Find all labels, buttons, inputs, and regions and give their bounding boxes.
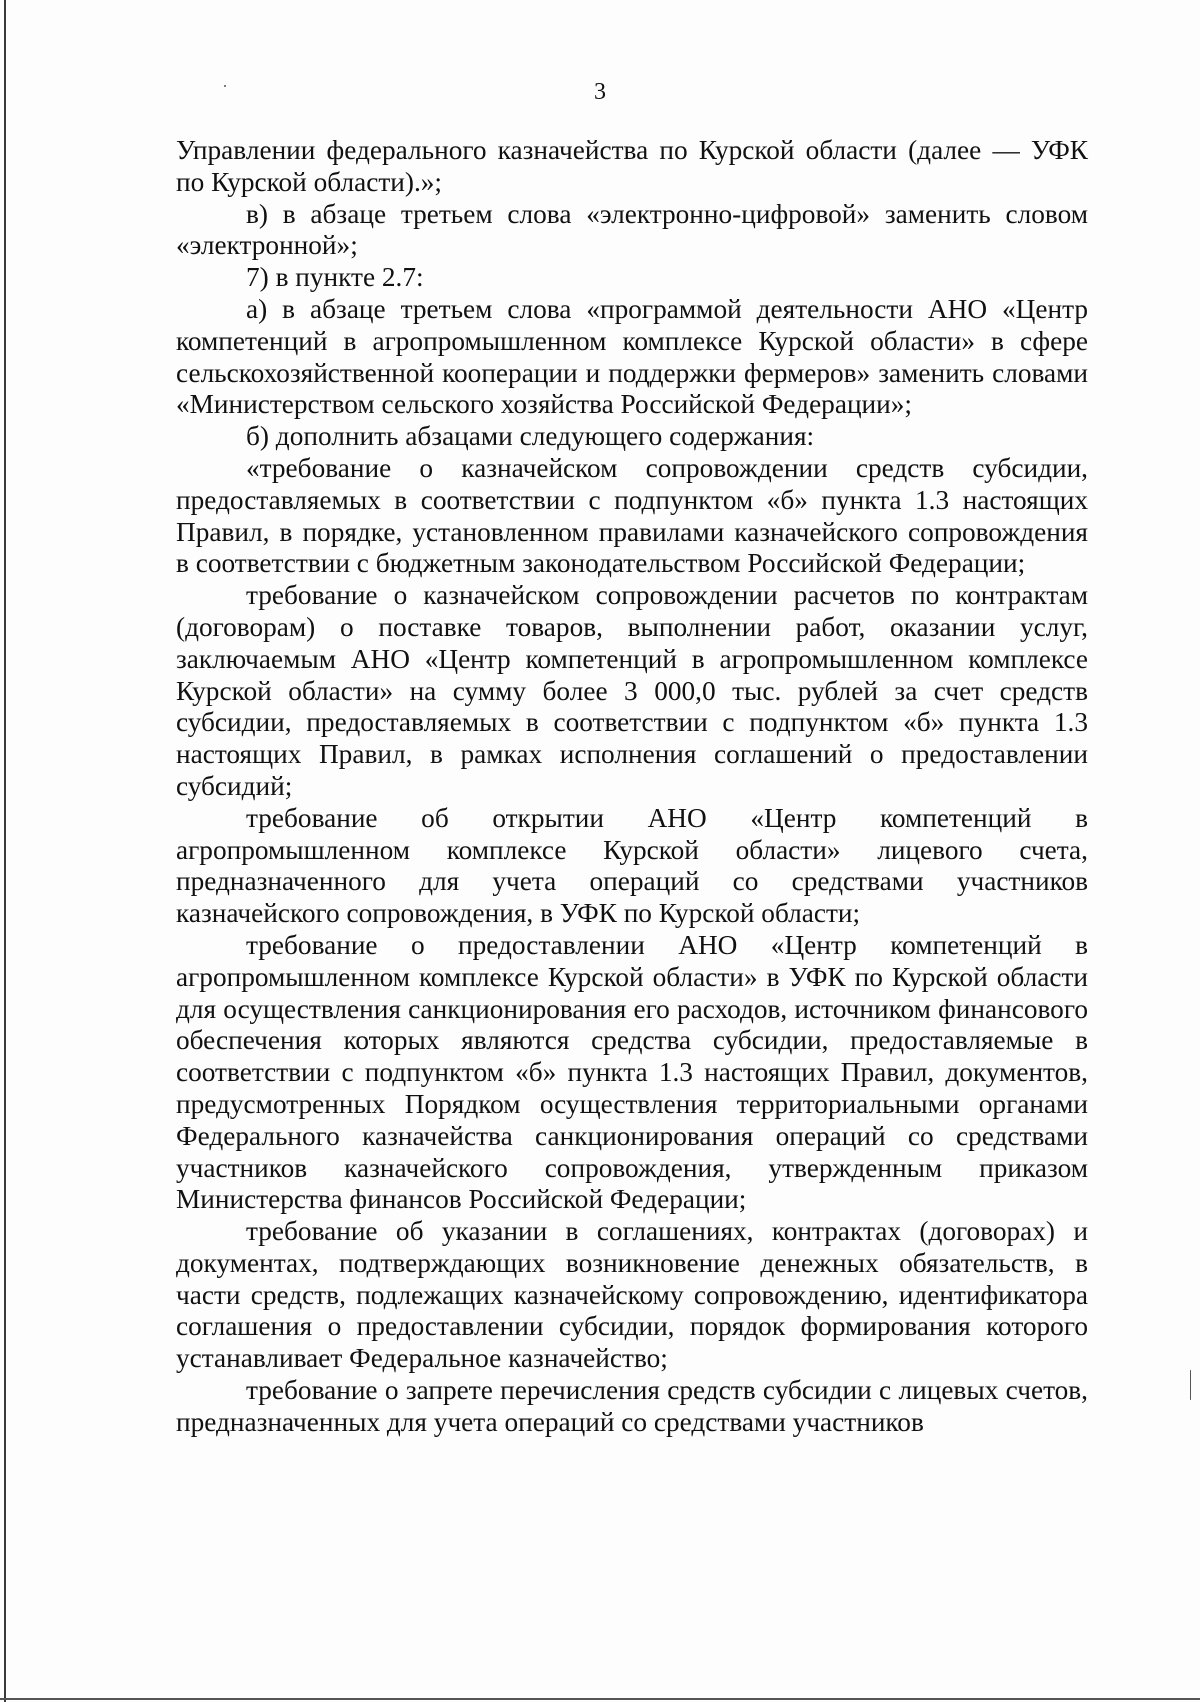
document-body: [176, 135, 1088, 1439]
page-number: 3: [594, 79, 606, 105]
paragraph: б) дополнить абзацами следующего содержания:: [246, 421, 815, 452]
scan-bottom-edge: [0, 1698, 1200, 1700]
paragraph: Управлении федерального казначейства по Курской области (далее — УФК по Курской области).»;: [176, 135, 1088, 197]
paragraph: требование об указании в соглашениях, контрактах (договорах) и документах, подтверждающих возникновение денежных обязательств, в части средств, подлежащих казначейскому сопровождению, идентификатора соглашения о предоставлении субсидии, порядок формирования которого устанавливает Федеральное казначейство;: [176, 1216, 1088, 1374]
scan-speck: [1190, 1370, 1191, 1400]
paragraph: требование об открытии АНО «Центр компетенций в агропромышленном комплексе Курской области» лицевого счета, предназначенного для учета операций со средствами участников казначейского сопровождения, в УФК по Курской области;: [176, 802, 1088, 929]
scan-left-edge: [4, 0, 6, 1702]
paragraph: в) в абзаце третьем слова «электронно-цифровой» заменить словом «электронной»;: [176, 198, 1088, 261]
paragraph: 7) в пункте 2.7:: [246, 262, 424, 293]
paragraph: требование о запрете перечисления средств субсидии с лицевых счетов, предназначенных для учета операций со средствами участников: [176, 1375, 1088, 1437]
paragraph: требование о предоставлении АНО «Центр компетенций в агропромышленном комплексе Курской области» в УФК по Курской области для осуществления санкционирования его расходов, источником финансового обеспечения которых являются средства субсидии, предоставляемые в соответствии с подпунктом «б» пункта 1.3 настоящих Правил, документов, предусмотренных Порядком осуществления территориальными органами Федерального казначейства санкционирования операций со средствами участников казначейского сопровождения, утвержденным приказом Министерства финансов Российской Федерации;: [176, 929, 1088, 1215]
paragraph: «требование о казначейском сопровождении средств субсидии, предоставляемых в соответствии с подпунктом «б» пункта 1.3 настоящих Правил, в порядке, установленном правилами казначейского сопровождения в соответствии с бюджетным законодательством Российской Федерации;: [176, 452, 1088, 579]
paragraph: требование о казначейском сопровождении расчетов по контрактам (договорам) о поставке товаров, выполнении работ, оказании услуг, заключаемым АНО «Центр компетенций в агропромышленном комплексе Курской области» на сумму более 3 000,0 тыс. рублей за счет средств субсидии, предоставляемых в соответствии с подпунктом «б» пункта 1.3 настоящих Правил, в рамках исполнения соглашений о предоставлении субсидий;: [176, 580, 1088, 801]
paragraph: а) в абзаце третьем слова «программой деятельности АНО «Центр компетенций в агропромышленном комплексе Курской области» в сфере сельскохозяйственной кооперации и поддержки фермеров» заменить словами «Министерством сельского хозяйства Российской Федерации»;: [176, 293, 1088, 420]
